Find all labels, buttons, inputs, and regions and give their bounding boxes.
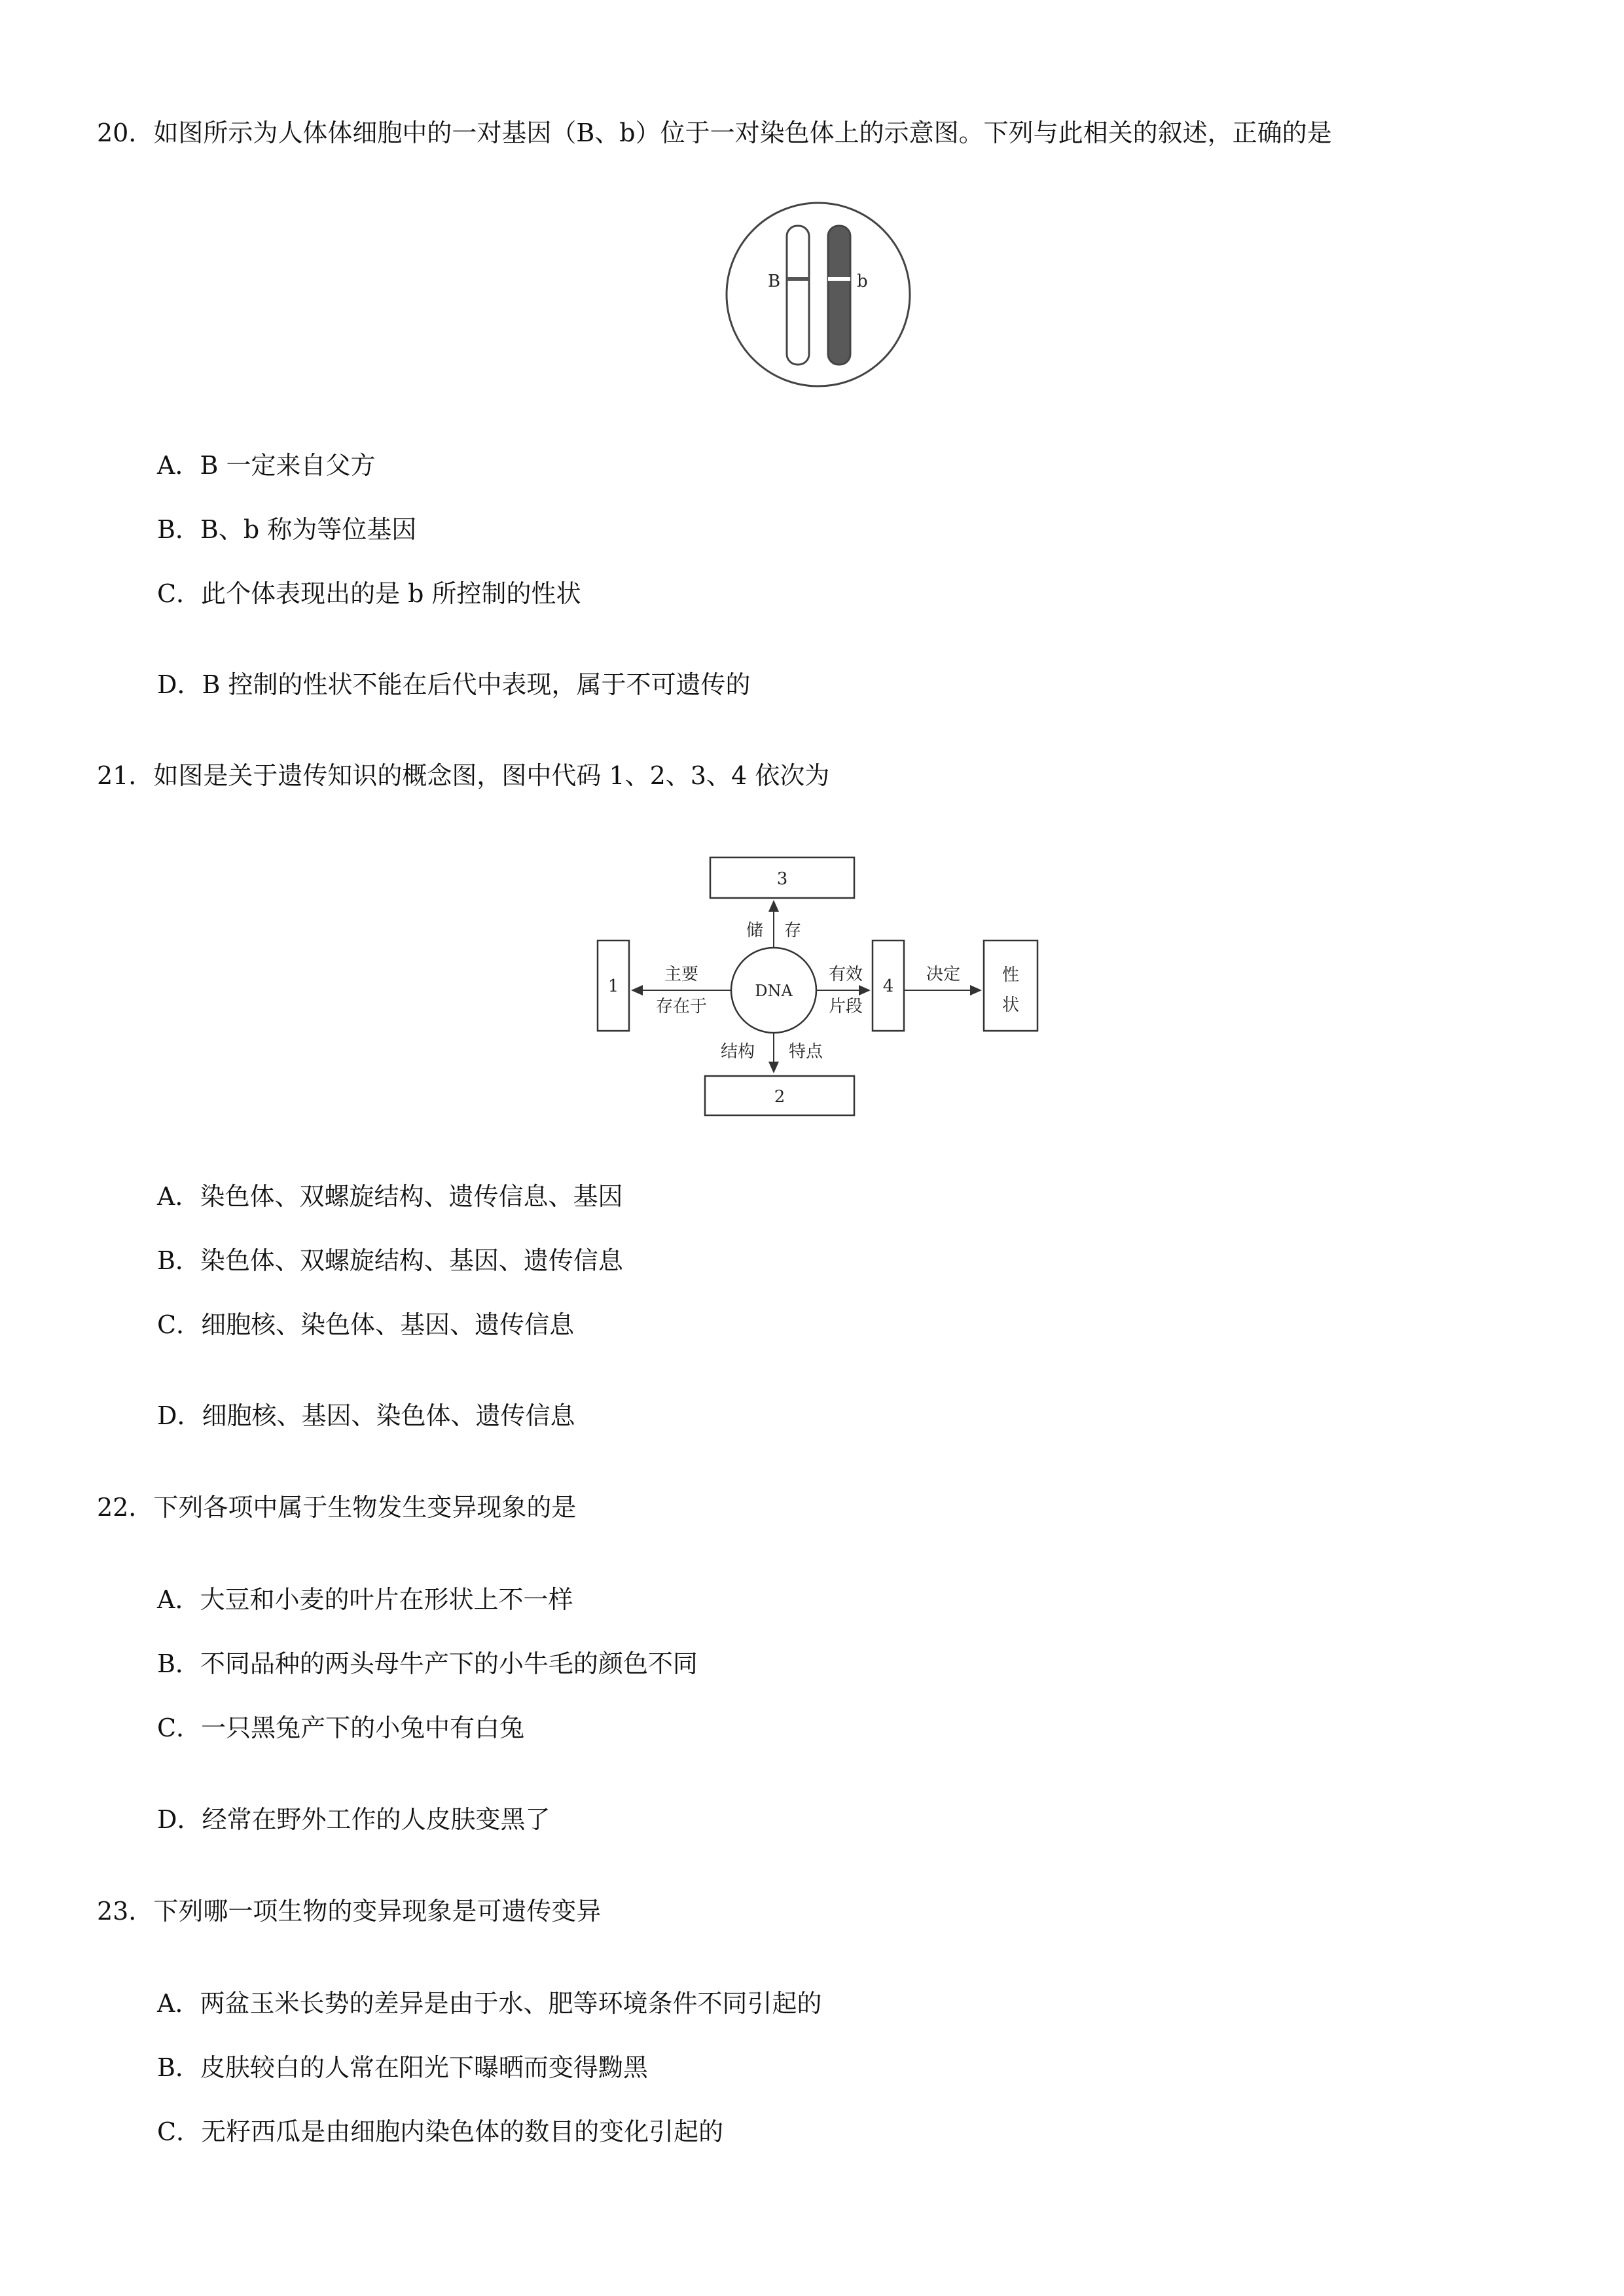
label-exists-in: 存在于 — [655, 997, 708, 1016]
cell-circle — [727, 203, 910, 386]
q20-option-b[interactable]: B．B、b 称为等位基因 — [157, 515, 417, 544]
q22-option-b[interactable]: B．不同品种的两头母牛产下的小牛毛的颜色不同 — [157, 1649, 698, 1678]
q23-option-c[interactable]: C．无籽西瓜是由细胞内染色体的数目的变化引起的 — [157, 2117, 724, 2146]
label-feature: 特点 — [788, 1042, 823, 1062]
gene-label-B: B — [768, 272, 781, 291]
chromosome-pair-figure — [723, 200, 913, 389]
chromosome-left — [787, 226, 809, 365]
question-22-title: 22．下列各项中属于生物发生变异现象的是 — [97, 1493, 577, 1522]
label-store-2: 存 — [784, 921, 802, 941]
dna-label: DNA — [755, 982, 793, 1000]
label-store-1: 储 — [746, 921, 764, 941]
question-20-title: 20．如图所示为人体体细胞中的一对基因（B、b）位于一对染色体上的示意图。下列与此相关的叙述，正确的是 — [97, 118, 1332, 147]
q22-option-c[interactable]: C．一只黑兔产下的小兔中有白兔 — [157, 1713, 525, 1742]
label-decide: 决定 — [926, 965, 961, 984]
q21-option-b[interactable]: B．染色体、双螺旋结构、基因、遗传信息 — [157, 1246, 623, 1275]
box-1-label: 1 — [607, 977, 619, 996]
q23-option-b[interactable]: B．皮肤较白的人常在阳光下曝晒而变得黝黑 — [157, 2053, 648, 2082]
trait-label-1: 性 — [1001, 965, 1020, 985]
question-21-title: 21．如图是关于遗传知识的概念图，图中代码 1、2、3、4 依次为 — [97, 761, 830, 790]
box-2-label: 2 — [774, 1087, 785, 1107]
q23-option-a[interactable]: A．两盆玉米长势的差异是由于水、肥等环境条件不同引起的 — [157, 1989, 822, 2018]
gene-band-left — [787, 277, 809, 281]
label-segment: 片段 — [828, 997, 863, 1016]
q20-option-a[interactable]: A．B 一定来自父方 — [157, 451, 376, 480]
box-4-label: 4 — [882, 977, 894, 996]
label-effective: 有效 — [828, 965, 863, 984]
box-3-label: 3 — [776, 869, 788, 889]
q20-option-d[interactable]: D．B 控制的性状不能在后代中表现，属于不可遗传的 — [157, 670, 751, 699]
gene-band-right — [828, 277, 850, 281]
q20-option-c[interactable]: C．此个体表现出的是 b 所控制的性状 — [157, 579, 581, 608]
label-mainly: 主要 — [664, 965, 699, 984]
q21-option-a[interactable]: A．染色体、双螺旋结构、遗传信息、基因 — [157, 1182, 623, 1211]
trait-label-2: 状 — [1001, 996, 1020, 1015]
gene-label-b: b — [857, 272, 868, 291]
q21-option-d[interactable]: D．细胞核、基因、染色体、遗传信息 — [157, 1401, 575, 1430]
q21-option-c[interactable]: C．细胞核、染色体、基因、遗传信息 — [157, 1310, 575, 1339]
chromosome-right — [828, 226, 850, 365]
label-structure: 结构 — [720, 1042, 755, 1062]
question-23-title: 23．下列哪一项生物的变异现象是可遗传变异 — [97, 1897, 602, 1926]
q22-option-d[interactable]: D．经常在野外工作的人皮肤变黑了 — [157, 1805, 550, 1834]
q22-option-a[interactable]: A．大豆和小麦的叶片在形状上不一样 — [157, 1585, 573, 1614]
genetics-concept-map — [592, 848, 1051, 1122]
trait-box — [984, 941, 1038, 1031]
